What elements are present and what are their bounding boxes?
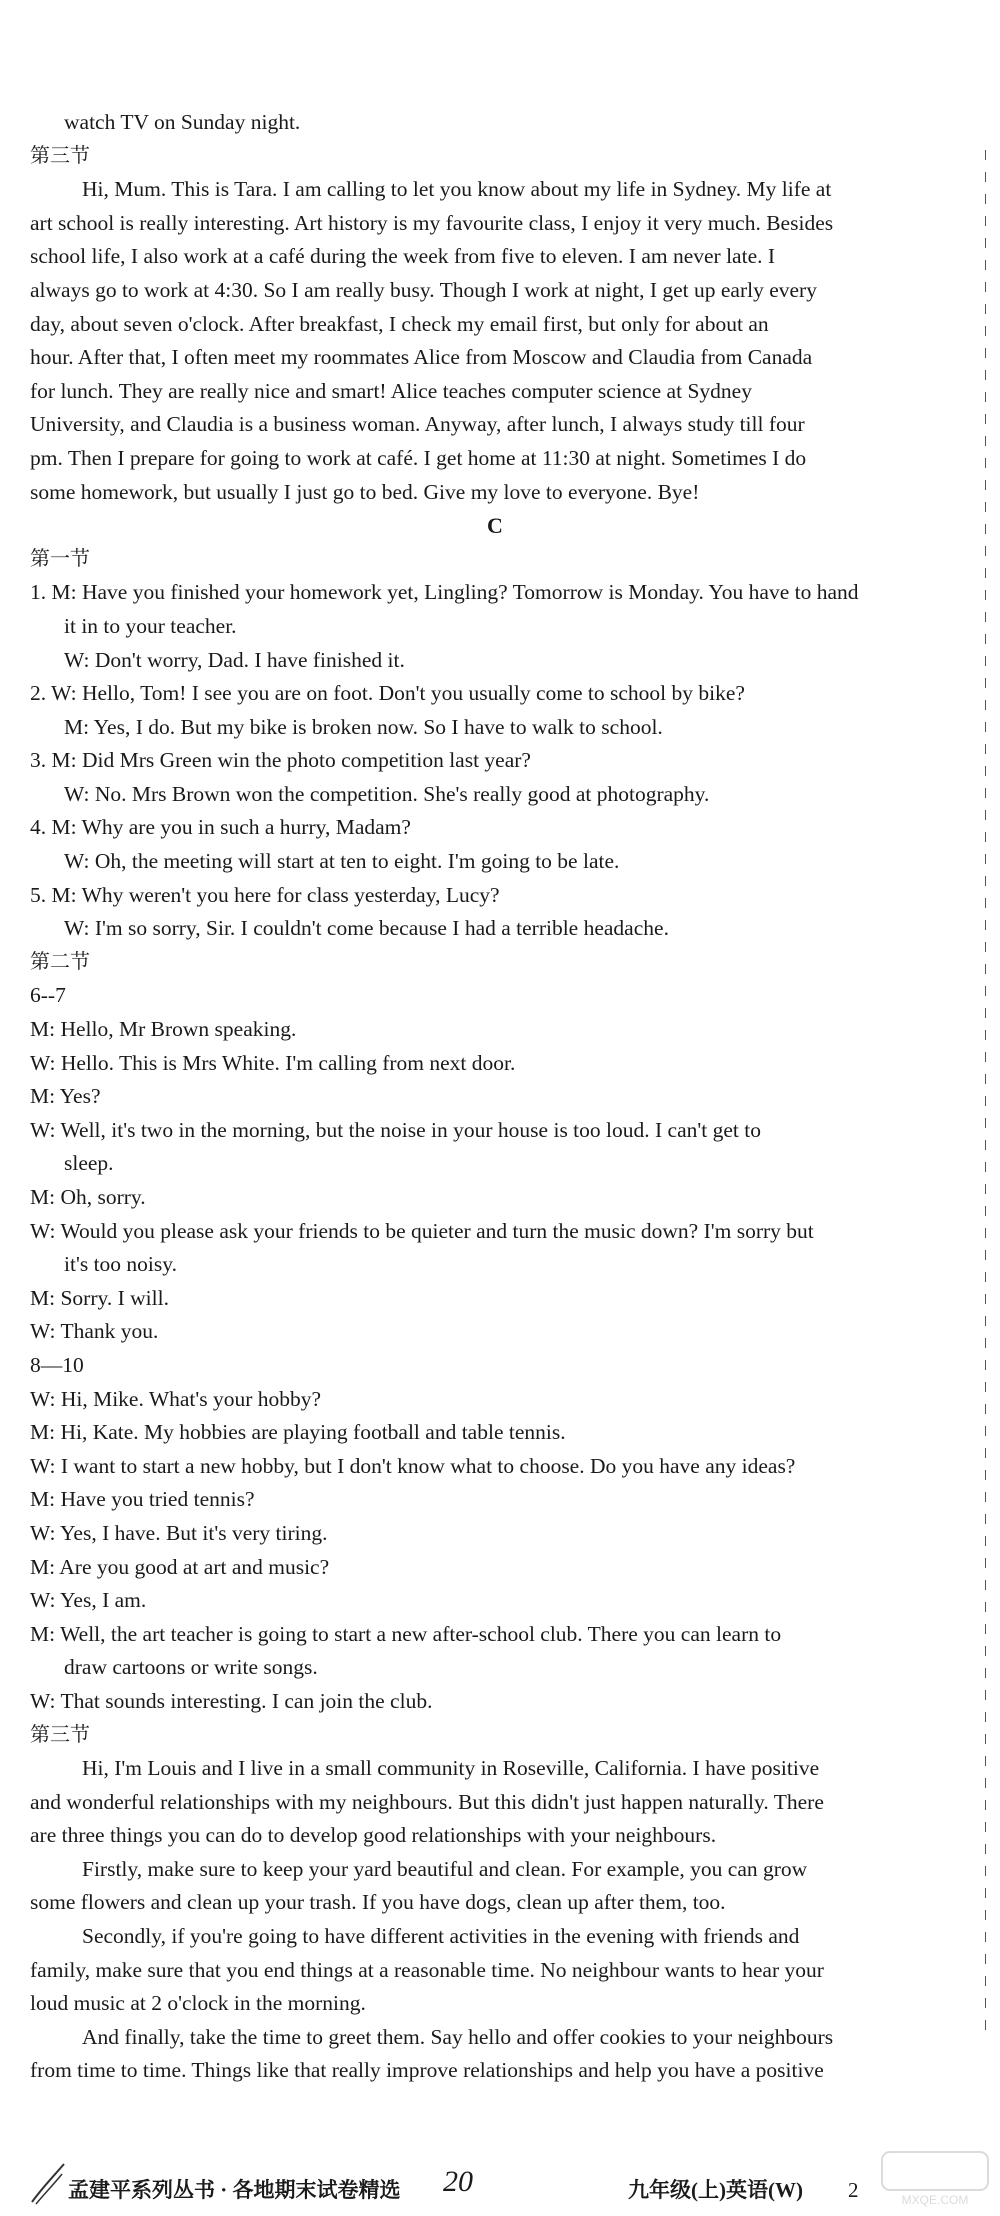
dash-mark bbox=[985, 260, 986, 270]
dash-mark bbox=[985, 744, 986, 754]
dash-mark bbox=[985, 1338, 986, 1348]
dash-mark bbox=[985, 1580, 986, 1590]
text-line: W: I want to start a new hobby, but I don't know what to choose. Do you have any ideas? bbox=[30, 1453, 796, 1478]
dash-mark bbox=[985, 634, 986, 644]
dash-mark bbox=[985, 832, 986, 842]
dash-mark bbox=[985, 1844, 986, 1854]
dash-mark bbox=[985, 1954, 986, 1964]
text-line: sleep. bbox=[64, 1151, 114, 1176]
text-line: W: That sounds interesting. I can join the club. bbox=[30, 1688, 433, 1713]
dash-mark bbox=[985, 1426, 986, 1436]
text-line: loud music at 2 o'clock in the morning. bbox=[30, 1991, 366, 2016]
text-line: Firstly, make sure to keep your yard beautiful and clean. For example, you can grow bbox=[82, 1856, 808, 1881]
dash-mark bbox=[985, 1976, 986, 1986]
text-line: family, make sure that you end things at a reasonable time. No neighbour wants to hear your bbox=[30, 1957, 824, 1982]
watermark-text: MXQE.COM bbox=[901, 2193, 969, 2207]
document-body bbox=[30, 106, 960, 2088]
text-line: W: I'm so sorry, Sir. I couldn't come because I had a terrible headache. bbox=[64, 916, 669, 941]
page-footer bbox=[68, 2165, 968, 2210]
text-line: W: Would you please ask your friends to be quieter and turn the music down? I'm sorry but bbox=[30, 1218, 814, 1243]
text-line: W: Hello. This is Mrs White. I'm calling from next door. bbox=[30, 1050, 516, 1075]
dash-mark bbox=[985, 1096, 986, 1106]
dash-mark bbox=[985, 524, 986, 534]
text-line: M: Hi, Kate. My hobbies are playing football and table tennis. bbox=[30, 1420, 566, 1445]
dash-mark bbox=[985, 1514, 986, 1524]
dash-mark bbox=[985, 1624, 986, 1634]
dash-mark bbox=[985, 942, 986, 952]
dash-mark bbox=[985, 678, 986, 688]
dash-mark bbox=[985, 546, 986, 556]
dash-mark bbox=[985, 414, 986, 424]
text-line: University, and Claudia is a business woman. Anyway, after lunch, I always study till four bbox=[30, 412, 805, 437]
dash-mark bbox=[985, 370, 986, 380]
dash-mark bbox=[985, 1888, 986, 1898]
dash-mark bbox=[985, 1822, 986, 1832]
text-line: watch TV on Sunday night. bbox=[64, 110, 301, 134]
dash-mark bbox=[985, 766, 986, 776]
text-line: for lunch. They are really nice and smart! Alice teaches computer science at Sydney bbox=[30, 378, 752, 403]
text-line: Secondly, if you're going to have different activities in the evening with friends and bbox=[82, 1924, 800, 1949]
dash-mark bbox=[985, 1646, 986, 1656]
text-line: Hi, I'm Louis and I live in a small community in Roseville, California. I have positive bbox=[82, 1756, 820, 1781]
dash-mark bbox=[985, 1382, 986, 1392]
text-line: always go to work at 4:30. So I am really busy. Though I work at night, I get up early every bbox=[30, 277, 817, 302]
dash-mark bbox=[985, 216, 986, 226]
text-line: day, about seven o'clock. After breakfast, I check my email first, but only for about an bbox=[30, 311, 769, 336]
text-line: W: No. Mrs Brown won the competition. She's really good at photography. bbox=[64, 781, 710, 806]
dash-mark bbox=[985, 898, 986, 908]
text-line: W: Don't worry, Dad. I have finished it. bbox=[64, 647, 405, 672]
text-line: M: Hello, Mr Brown speaking. bbox=[30, 1017, 297, 1042]
text-line: 8—10 bbox=[30, 1352, 84, 1377]
dash-mark bbox=[985, 1668, 986, 1678]
text-line: art school is really interesting. Art history is my favourite class, I enjoy it very much. Besides bbox=[30, 210, 834, 235]
dash-mark bbox=[985, 964, 986, 974]
dash-mark bbox=[985, 172, 986, 182]
dash-mark bbox=[985, 1800, 986, 1810]
text-line: 第三节 bbox=[30, 1723, 90, 1746]
dash-mark bbox=[985, 612, 986, 622]
text-line: 第一节 bbox=[30, 547, 90, 570]
text-line: some homework, but usually I just go to bed. Give my love to everyone. Bye! bbox=[30, 479, 700, 504]
text-line: it in to your teacher. bbox=[64, 613, 237, 638]
series-logo-icon bbox=[28, 2158, 68, 2208]
dash-mark bbox=[985, 1118, 986, 1128]
dash-mark bbox=[985, 568, 986, 578]
dash-mark bbox=[985, 1998, 986, 2008]
text-line: W: Oh, the meeting will start at ten to eight. I'm going to be late. bbox=[64, 849, 620, 874]
dash-mark bbox=[985, 590, 986, 600]
dash-mark bbox=[985, 238, 986, 248]
dash-mark bbox=[985, 1756, 986, 1766]
dash-mark bbox=[985, 502, 986, 512]
dash-mark bbox=[985, 1448, 986, 1458]
dash-mark bbox=[985, 1602, 986, 1612]
footer-grade-subject: 九年级(上)英语(W) bbox=[628, 2178, 803, 2202]
dash-mark bbox=[985, 1008, 986, 1018]
dash-mark bbox=[985, 722, 986, 732]
dash-mark bbox=[985, 1734, 986, 1744]
text-line: 6--7 bbox=[30, 983, 66, 1008]
text-line: W: Yes, I have. But it's very tiring. bbox=[30, 1520, 328, 1545]
dash-mark bbox=[985, 1206, 986, 1216]
text-line: W: Thank you. bbox=[30, 1319, 159, 1344]
text-line: hour. After that, I often meet my roommates Alice from Moscow and Claudia from Canada bbox=[30, 345, 813, 370]
dash-mark bbox=[985, 1470, 986, 1480]
dash-mark bbox=[985, 480, 986, 490]
text-line: 第三节 bbox=[30, 144, 90, 167]
dash-mark bbox=[985, 1184, 986, 1194]
dash-mark bbox=[985, 1360, 986, 1370]
text-line: it's too noisy. bbox=[64, 1252, 177, 1277]
dash-mark bbox=[985, 458, 986, 468]
dash-mark bbox=[985, 194, 986, 204]
footer-series-title: 孟建平系列丛书 · 各地期末试卷精选 bbox=[68, 2178, 401, 2202]
dash-mark bbox=[985, 876, 986, 886]
dash-mark bbox=[985, 1140, 986, 1150]
dash-mark bbox=[985, 1712, 986, 1722]
watermark-logo bbox=[880, 2150, 990, 2210]
text-line: 4. M: Why are you in such a hurry, Madam? bbox=[30, 815, 411, 840]
dash-mark bbox=[985, 1294, 986, 1304]
text-line: M: Sorry. I will. bbox=[30, 1285, 169, 1310]
text-line: school life, I also work at a café during the week from five to eleven. I am never late. I bbox=[30, 244, 776, 269]
dash-mark bbox=[985, 1536, 986, 1546]
dash-mark bbox=[985, 304, 986, 314]
text-line: and wonderful relationships with my neighbours. But this didn't just happen naturally. There bbox=[30, 1789, 824, 1814]
text-line: 3. M: Did Mrs Green win the photo competition last year? bbox=[30, 748, 531, 773]
dash-mark bbox=[985, 2020, 986, 2030]
dash-mark bbox=[985, 700, 986, 710]
text-line: W: Well, it's two in the morning, but the noise in your house is too loud. I can't get to bbox=[30, 1117, 761, 1142]
text-line: M: Are you good at art and music? bbox=[30, 1554, 330, 1579]
dash-mark bbox=[985, 854, 986, 864]
dash-mark bbox=[985, 1272, 986, 1282]
text-line: 5. M: Why weren't you here for class yesterday, Lucy? bbox=[30, 882, 500, 907]
text-line: M: Well, the art teacher is going to start a new after-school club. There you can learn to bbox=[30, 1621, 782, 1646]
text-line: some flowers and clean up your trash. If you have dogs, clean up after them, too. bbox=[30, 1890, 726, 1915]
dash-mark bbox=[985, 810, 986, 820]
dash-mark bbox=[985, 1492, 986, 1502]
text-line: C bbox=[487, 513, 503, 539]
dash-mark bbox=[985, 1074, 986, 1084]
dash-mark bbox=[985, 788, 986, 798]
dash-mark bbox=[985, 1778, 986, 1788]
dash-mark bbox=[985, 1932, 986, 1942]
dash-mark bbox=[985, 282, 986, 292]
text-line: pm. Then I prepare for going to work at café. I get home at 11:30 at night. Sometimes I do bbox=[30, 445, 807, 470]
footer-page-number: 2 bbox=[848, 2178, 859, 2202]
text-line: W: Yes, I am. bbox=[30, 1588, 147, 1613]
dash-mark bbox=[985, 986, 986, 996]
dash-mark bbox=[985, 436, 986, 446]
text-line: M: Yes? bbox=[30, 1084, 101, 1109]
dash-mark bbox=[985, 1404, 986, 1414]
dash-mark bbox=[985, 392, 986, 402]
dash-mark bbox=[985, 1250, 986, 1260]
text-line: Hi, Mum. This is Tara. I am calling to let you know about my life in Sydney. My life at bbox=[82, 177, 832, 202]
dash-mark bbox=[985, 1910, 986, 1920]
binding-dashed-line bbox=[978, 150, 992, 2130]
text-line: M: Oh, sorry. bbox=[30, 1185, 146, 1209]
dash-mark bbox=[985, 1228, 986, 1238]
dash-mark bbox=[985, 656, 986, 666]
dash-mark bbox=[985, 1316, 986, 1326]
text-line: from time to time. Things like that really improve relationships and help you have a positive bbox=[30, 2058, 824, 2083]
dash-mark bbox=[985, 1052, 986, 1062]
dash-mark bbox=[985, 150, 986, 160]
dash-mark bbox=[985, 348, 986, 358]
text-line: 1. M: Have you finished your homework yet, Lingling? Tomorrow is Monday. You have to hand bbox=[30, 580, 859, 605]
dash-mark bbox=[985, 1866, 986, 1876]
dash-mark bbox=[985, 1030, 986, 1040]
dash-mark bbox=[985, 1690, 986, 1700]
text-line: 2. W: Hello, Tom! I see you are on foot. Don't you usually come to school by bike? bbox=[30, 681, 745, 706]
text-line: M: Have you tried tennis? bbox=[30, 1487, 255, 1512]
dash-mark bbox=[985, 326, 986, 336]
dash-mark bbox=[985, 1162, 986, 1172]
watermark-seal-icon bbox=[880, 2150, 990, 2210]
text-line: are three things you can do to develop good relationships with your neighbours. bbox=[30, 1823, 717, 1848]
text-line: W: Hi, Mike. What's your hobby? bbox=[30, 1386, 322, 1411]
text-line: And finally, take the time to greet them. Say hello and offer cookies to your neighbours bbox=[82, 2024, 834, 2049]
text-line: 第二节 bbox=[30, 950, 90, 973]
text-line: draw cartoons or write songs. bbox=[64, 1655, 318, 1680]
dash-mark bbox=[985, 1558, 986, 1568]
dash-mark bbox=[985, 920, 986, 930]
text-line: M: Yes, I do. But my bike is broken now. So I have to walk to school. bbox=[64, 714, 663, 739]
handwritten-page-number: 20 bbox=[443, 2165, 473, 2198]
